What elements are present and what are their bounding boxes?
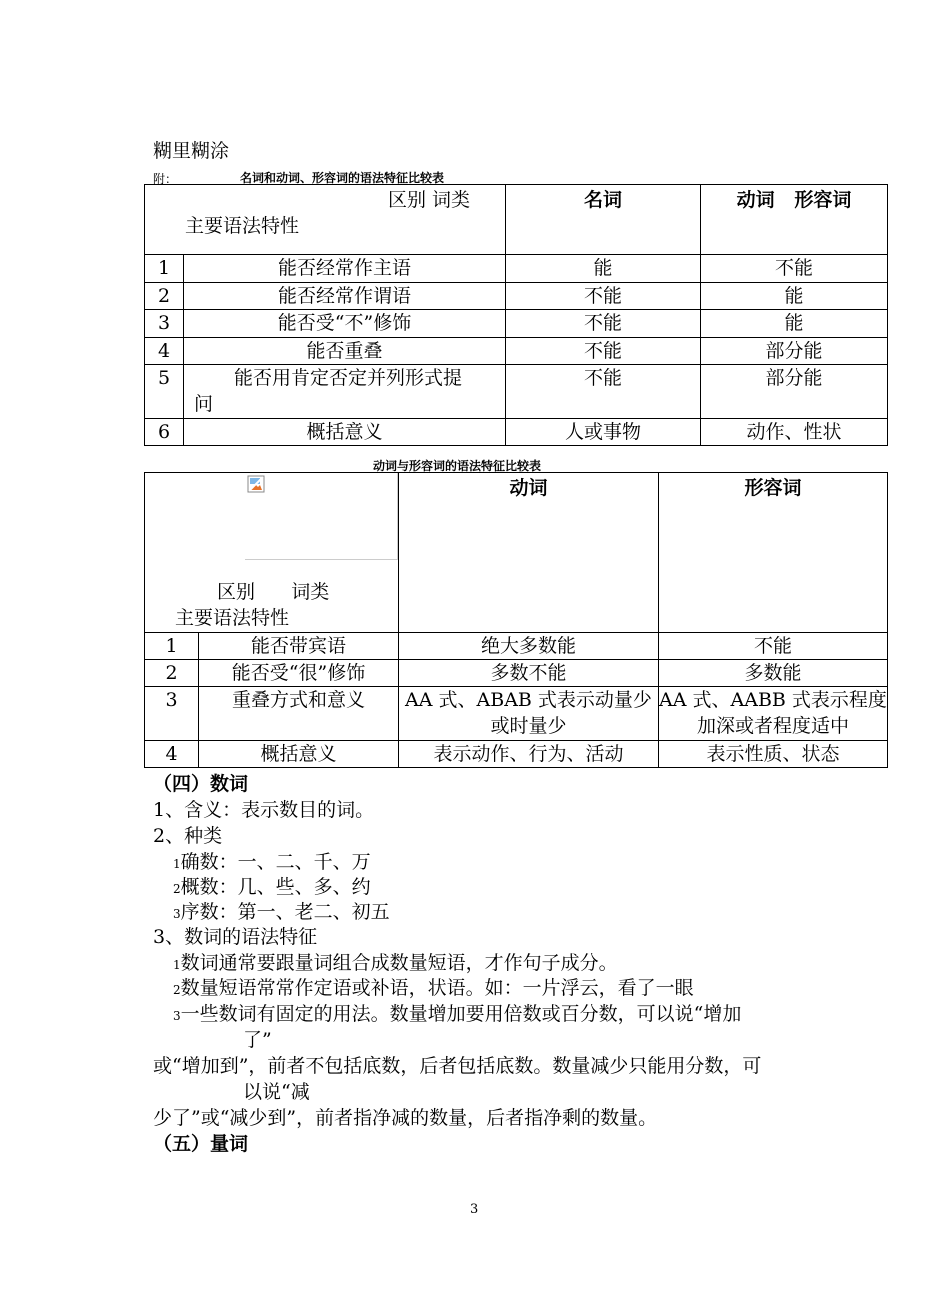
table-row-verb-adj: 能 bbox=[701, 310, 888, 338]
kind-text: 概数：几、些、多、约 bbox=[180, 876, 371, 898]
table-row-num: 1 bbox=[145, 255, 184, 283]
feature-num: 3 bbox=[173, 1009, 181, 1023]
table1-header-top-label: 区别 词类 bbox=[388, 189, 471, 211]
table-row-num: 4 bbox=[145, 741, 199, 768]
kind-item bbox=[173, 899, 390, 927]
table-row-verb-adj: 不能 bbox=[701, 255, 888, 283]
top-phrase: 糊里糊涂 bbox=[153, 140, 230, 162]
table2-col-verb: 动词 bbox=[399, 473, 659, 633]
kind-item bbox=[173, 874, 371, 902]
table-row-adj-line1: AA 式、AABB 式表示程度 bbox=[659, 689, 887, 711]
verb-adj-table bbox=[144, 472, 888, 768]
table2-col-adj: 形容词 bbox=[659, 473, 888, 633]
table2-diagonal-header bbox=[145, 473, 399, 633]
table-row-feature-line2: 问 bbox=[194, 393, 214, 415]
table-row-adj-line2: 加深或者程度适中 bbox=[696, 715, 849, 737]
kind-text: 确数：一、二、千、万 bbox=[180, 851, 371, 873]
table-row-verb bbox=[399, 687, 659, 741]
table-row-adj bbox=[659, 687, 888, 741]
table-row-feature: 能否受“很”修饰 bbox=[199, 660, 399, 687]
page-number: 3 bbox=[470, 1202, 479, 1217]
kind-num: 2 bbox=[173, 882, 181, 896]
table-row-verb-adj: 动作、性状 bbox=[701, 419, 888, 446]
feature-text: 数量短语常常作定语或补语，状语。如：一片浮云，看了一眼 bbox=[180, 977, 694, 999]
table-row-num: 1 bbox=[145, 633, 199, 660]
table-row-num: 3 bbox=[145, 687, 199, 741]
table-row-verb-adj: 部分能 bbox=[701, 365, 888, 419]
kind-num: 3 bbox=[173, 907, 181, 921]
table1-prefix: 附： bbox=[153, 172, 178, 186]
table2-header-bottom-label: 主要语法特性 bbox=[175, 607, 290, 629]
table2-header-top-label: 区别 词类 bbox=[217, 581, 330, 603]
feature-text-cont: 少了”或“减少到”，前者指净减的数量，后者指净剩的数量。 bbox=[153, 1107, 658, 1129]
table-row-feature: 能否经常作主语 bbox=[184, 255, 506, 283]
table-row-adj: 不能 bbox=[659, 633, 888, 660]
table1-header-bottom-label: 主要语法特性 bbox=[185, 215, 300, 237]
table-row-verb-line1: AA 式、ABAB 式表示动量少 bbox=[405, 689, 652, 711]
table-row-noun: 能 bbox=[506, 255, 701, 283]
table-row-verb: 绝大多数能 bbox=[399, 633, 659, 660]
table1-col-verb-adj: 动词 形容词 bbox=[701, 185, 888, 255]
feature-text: 数词通常要跟量词组合成数量短语，才作句子成分。 bbox=[180, 952, 618, 974]
table-row-verb-line2: 或时量少 bbox=[490, 715, 567, 737]
table2-caption: 动词与形容词的语法特征比较表 bbox=[373, 459, 542, 473]
table-row-noun: 不能 bbox=[506, 338, 701, 365]
table-row-feature: 概括意义 bbox=[184, 419, 506, 446]
section4-p1: 1、含义：表示数目的词。 bbox=[153, 799, 375, 821]
kind-item bbox=[173, 849, 371, 877]
table-row-feature: 概括意义 bbox=[199, 741, 399, 768]
kind-num: 1 bbox=[173, 857, 181, 871]
table-row-feature: 能否重叠 bbox=[184, 338, 506, 365]
table-row-noun: 不能 bbox=[506, 283, 701, 310]
table-row-noun: 人或事物 bbox=[506, 419, 701, 446]
table-row-noun: 不能 bbox=[506, 365, 701, 419]
table-row-num: 2 bbox=[145, 660, 199, 687]
table-row-verb: 表示动作、行为、活动 bbox=[399, 741, 659, 768]
noun-verb-adj-table bbox=[144, 184, 888, 446]
table-row-noun: 不能 bbox=[506, 310, 701, 338]
kind-text: 序数：第一、老二、初五 bbox=[180, 901, 390, 923]
feature-num: 1 bbox=[173, 958, 181, 972]
table-row-feature: 重叠方式和意义 bbox=[199, 687, 399, 741]
table1-col-noun: 名词 bbox=[506, 185, 701, 255]
table-row-num: 4 bbox=[145, 338, 184, 365]
broken-image-placeholder bbox=[245, 473, 398, 560]
table-row-verb-adj: 部分能 bbox=[701, 338, 888, 365]
table-row-feature: 能否带宾语 bbox=[199, 633, 399, 660]
feature-text-cont: 以说“减 bbox=[243, 1081, 310, 1103]
table-row-num: 6 bbox=[145, 419, 184, 446]
table-row-feature-line1: 能否用肯定否定并列形式提 bbox=[234, 367, 463, 389]
feature-text-cont: 了” bbox=[243, 1029, 272, 1051]
section4-p3: 3、数词的语法特征 bbox=[153, 926, 318, 948]
table-row-adj: 多数能 bbox=[659, 660, 888, 687]
table-row-num: 2 bbox=[145, 283, 184, 310]
table-row-num: 3 bbox=[145, 310, 184, 338]
section4-p2: 2、种类 bbox=[153, 825, 223, 847]
table-row-verb: 多数不能 bbox=[399, 660, 659, 687]
table-row-feature: 能否经常作谓语 bbox=[184, 283, 506, 310]
feature-text-cont: 或“增加到”，前者不包括底数，后者包括底数。数量减少只能用分数，可 bbox=[153, 1055, 762, 1077]
section4-heading: （四）数词 bbox=[153, 773, 249, 795]
feature-item bbox=[173, 950, 618, 978]
feature-item bbox=[173, 975, 694, 1003]
table1-caption: 名词和动词、形容词的语法特征比较表 bbox=[240, 171, 445, 185]
feature-num: 2 bbox=[173, 983, 181, 997]
table-row-feature: 能否受“不”修饰 bbox=[184, 310, 506, 338]
feature-item bbox=[173, 1001, 741, 1029]
broken-image-icon bbox=[247, 475, 265, 493]
table1-diagonal-header bbox=[145, 185, 506, 255]
feature-text: 一些数词有固定的用法。数量增加要用倍数或百分数，可以说“增加 bbox=[180, 1003, 742, 1025]
section5-heading: （五）量词 bbox=[153, 1133, 249, 1155]
table-row-feature bbox=[184, 365, 506, 419]
table-row-num: 5 bbox=[145, 365, 184, 419]
table-row-adj: 表示性质、状态 bbox=[659, 741, 888, 768]
table-row-verb-adj: 能 bbox=[701, 283, 888, 310]
